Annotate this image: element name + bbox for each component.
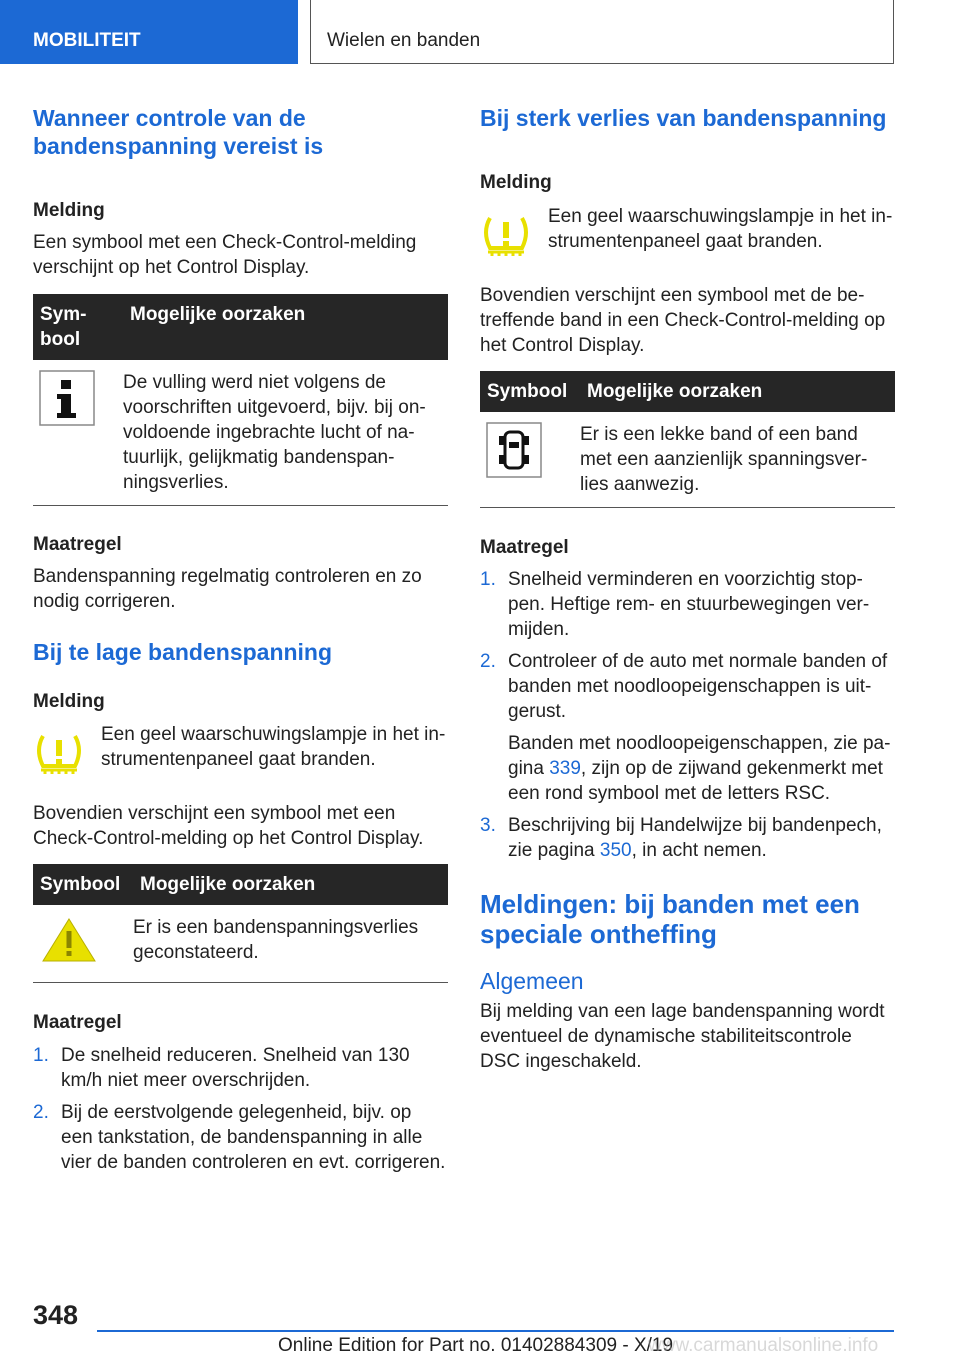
table-header-causes: Mogelijke oorzaken <box>133 864 448 905</box>
also-text: Bovendien verschijnt een symbool met een Check-Control-melding op het Control Display. <box>33 803 424 849</box>
watermark: www.carmanualsonline.info <box>648 1335 879 1356</box>
melding-label: Melding <box>480 172 552 193</box>
list-item: 2. Controleer of de auto met normale banden of banden met noodloopeigenschappen is uit-gerust. Banden met noodloopeigenschappen, zie pa-gina 339, zijn op de zijwand gekenmerkt met een rond symbool met de letters RSC. <box>480 651 891 804</box>
section-tab <box>0 0 298 64</box>
heading-low-pressure: Bij te lage bandenspanning <box>33 639 333 665</box>
page-link-339[interactable]: 339 <box>549 758 581 779</box>
table-header-causes: Mogelijke oorzaken <box>123 294 448 360</box>
melding-label: Melding <box>33 200 105 221</box>
tire-pressure-warning-icon <box>33 732 85 776</box>
warning-triangle-icon <box>39 915 99 965</box>
list-item: 2. Bij de eerstvolgende gelegenheid, bijv. op een tankstation, de bandenspanning in alle vier de banden controleren en evt. corrigeren. <box>33 1102 446 1173</box>
chapter-title: Wielen en banden <box>327 30 481 51</box>
symbol-table-pressure-loss <box>33 864 448 983</box>
cause-text: Er is een bandenspanningsverlies geconstateerd. <box>133 905 448 983</box>
heading-severe-loss: Bij sterk verlies van bandenspanning <box>480 105 887 131</box>
list-item: 1. De snelheid reduceren. Snelheid van 130 km/h niet meer overschrijden. <box>33 1045 410 1091</box>
left-column <box>33 104 448 1175</box>
list-item: 3. Beschrijving bij Handelwijze bij bandenpech, zie pagina 350, in acht nemen. <box>480 815 882 861</box>
heading-special-exemption: Meldingen: bij banden met een speciale ontheffing <box>480 889 860 949</box>
info-icon <box>39 370 95 426</box>
steps-list <box>33 1043 448 1175</box>
warning-row <box>33 722 448 781</box>
steps-list <box>480 567 895 863</box>
maatregel-label: Maatregel <box>33 534 122 555</box>
warning-row <box>480 204 895 263</box>
chapter-tab <box>310 0 894 64</box>
list-item: 1. Snelheid verminderen en voorzichtig stop-pen. Heftige rem- en stuurbewegingen ver-mijden. <box>480 569 870 640</box>
table-header-symbol: Symbool <box>480 371 580 412</box>
tire-pressure-warning-icon <box>480 214 532 258</box>
table-header-symbol: Symbool <box>33 864 133 905</box>
right-column <box>480 104 895 1074</box>
maatregel-label: Maatregel <box>480 537 569 558</box>
symbol-table-flat-tire <box>480 371 895 508</box>
warning-text: Een geel waarschuwingslampje in het in-strumentenpaneel gaat branden. <box>548 206 893 252</box>
melding-label: Melding <box>33 691 105 712</box>
also-text: Bovendien verschijnt een symbool met de be-treffende band in een Check-Control-melding op het Control Display. <box>480 285 886 356</box>
symbol-table-info <box>33 294 448 506</box>
page-number: 348 <box>33 1300 79 1330</box>
maatregel-label: Maatregel <box>33 1012 122 1033</box>
cause-text: De vulling werd niet volgens de voorschriften uitgevoerd, bijv. bij on-voldoende ingebrachte lucht of na-tuurlijk, gelijkmatig bandenspan-ningsverlies. <box>123 360 448 506</box>
section-title: MOBILITEIT <box>33 30 141 51</box>
cause-text: Er is een lekke band of een band met een aanzienlijk spanningsver-lies aanwezig. <box>580 412 895 508</box>
warning-text: Een geel waarschuwingslampje in het in-strumentenpaneel gaat branden. <box>101 724 446 770</box>
footer-edition: Online Edition for Part no. 01402884309 - X/19 www.carmanualsonline.info <box>278 1335 879 1356</box>
general-text: Bij melding van een lage bandenspanning wordt eventueel de dynamische stabiliteitscontrole DSC ingeschakeld. <box>480 1001 885 1072</box>
heading-general: Algemeen <box>480 968 584 994</box>
symbol-cell <box>480 412 580 508</box>
maatregel-text: Bandenspanning regelmatig controleren en zo nodig corrigeren. <box>33 566 422 612</box>
car-tire-icon <box>486 422 542 478</box>
table-header-symbol: Sym- bool <box>33 294 123 360</box>
page-link-350[interactable]: 350 <box>599 840 632 861</box>
symbol-cell <box>33 905 133 983</box>
table-header-causes: Mogelijke oorzaken <box>580 371 895 412</box>
symbol-cell <box>33 360 123 506</box>
melding-text: Een symbool met een Check-Control-melding verschijnt op het Control Display. <box>33 232 417 278</box>
heading-check-required: Wanneer controle van de bandenspanning vereist is <box>33 105 324 159</box>
footer-divider <box>97 1330 894 1332</box>
